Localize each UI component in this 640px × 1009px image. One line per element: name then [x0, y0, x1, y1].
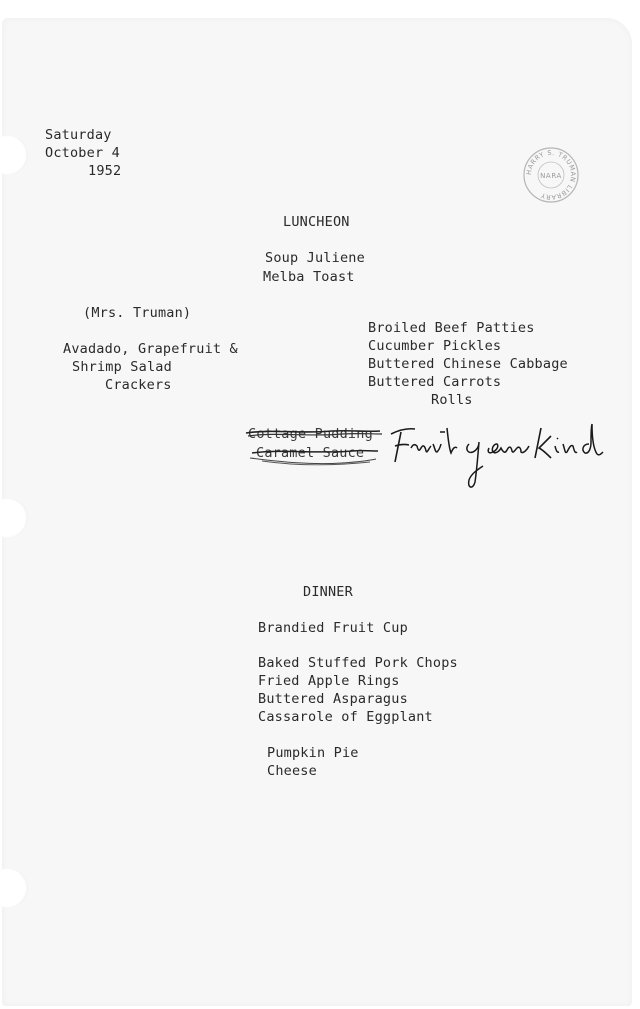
handwritten-note-text: Fruit of some kind: [385, 497, 396, 498]
struck-dessert-sauce: Caramel Sauce: [256, 445, 365, 461]
date-year: 1952: [88, 163, 122, 179]
dinner-main-item: Baked Stuffed Pork Chops: [258, 655, 458, 671]
dinner-heading: DINNER: [303, 584, 353, 600]
struck-dessert: Cottage Pudding: [248, 426, 373, 442]
luncheon-main-item: Buttered Carrots: [368, 374, 502, 390]
luncheon-main-item: Broiled Beef Patties: [368, 320, 535, 336]
dinner-dessert: Cheese: [267, 763, 317, 779]
stamp-center-text: NARA: [540, 172, 562, 180]
date-month-day: October 4: [45, 145, 120, 161]
date-day: Saturday: [45, 127, 112, 143]
luncheon-soup: Soup Juliene: [265, 250, 365, 266]
luncheon-main-item: Buttered Chinese Cabbage: [368, 356, 568, 372]
luncheon-main-item: Cucumber Pickles: [368, 338, 502, 354]
menu-card: [2, 18, 632, 1006]
dinner-main-item: Buttered Asparagus: [258, 691, 408, 707]
punch-hole: [0, 498, 28, 538]
strike-through-scribble: [242, 422, 387, 468]
mrs-truman-item: Shrimp Salad: [72, 359, 172, 375]
mrs-truman-item: Crackers: [105, 377, 172, 393]
mrs-truman-label: (Mrs. Truman): [83, 305, 192, 321]
punch-hole: [0, 135, 28, 175]
dinner-main-item: Fried Apple Rings: [258, 673, 400, 689]
handwritten-note: [385, 418, 605, 498]
luncheon-main-item: Rolls: [431, 392, 473, 408]
punch-hole: [0, 868, 28, 908]
dinner-starter: Brandied Fruit Cup: [258, 620, 408, 636]
dinner-dessert: Pumpkin Pie: [267, 745, 359, 761]
luncheon-heading: LUNCHEON: [283, 214, 350, 230]
dinner-main-item: Cassarole of Eggplant: [258, 709, 433, 725]
stamp-ring-text: HARRY S. TRUMAN LIBRARY: [524, 148, 578, 202]
archive-stamp: [522, 146, 580, 204]
mrs-truman-item: Avadado, Grapefruit &: [63, 341, 238, 357]
luncheon-toast: Melba Toast: [263, 269, 355, 285]
